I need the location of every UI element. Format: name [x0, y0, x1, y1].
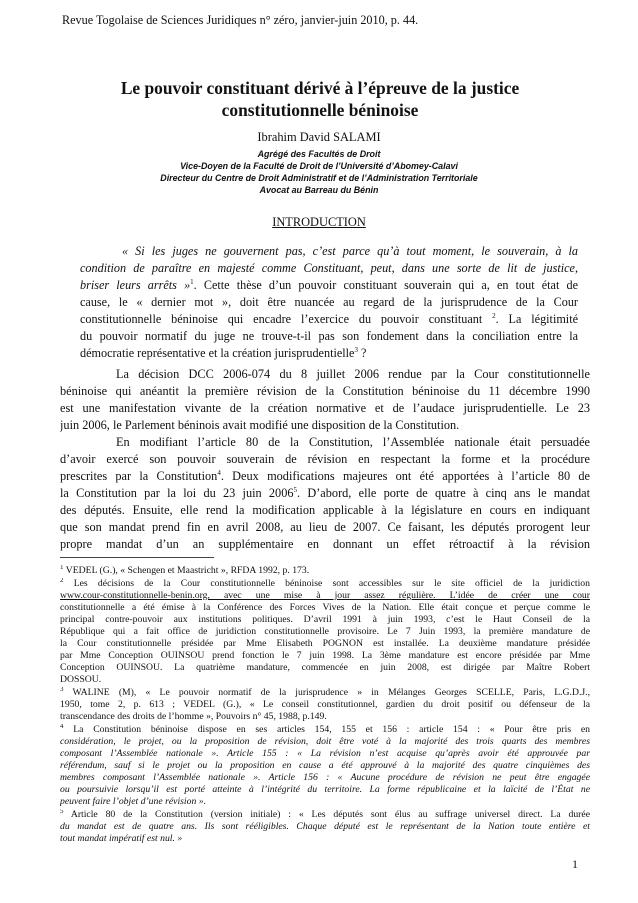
section-heading: INTRODUCTION: [272, 215, 366, 229]
footnote-2-line: République qui a fait office de juridiction constitutionnelle provisoire. Le 7 Juin 1993, la première mandature de: [60, 626, 590, 637]
footnote-2-line: la Cour constitutionnelle présidée par Mme Elisabeth POGNON est installée. La deuxième mandature présidée: [60, 638, 590, 649]
author-affiliation: Vice-Doyen de la Faculté de Droit de l’Université d’Abomey-Calavi: [180, 161, 458, 171]
footnote-2-line: par Mme Conception OUINSOU prend fonction le 7 juin 1998. La 3ème mandature est encore présidée par Mme: [60, 650, 590, 661]
body-line: propre mandat d’un an supplémentaire en donnant un effet rétroactif à la révision: [60, 537, 590, 551]
author-affiliation: Avocat au Barreau du Bénin: [259, 185, 379, 195]
body-line: La décision DCC 2006-074 du 8 juillet 2006 rendue par la Cour constitutionnelle: [116, 367, 590, 381]
body-line: En modifiant l’article 80 de la Constitution, l’Assemblée nationale était persuadée: [116, 435, 590, 449]
quote-line: « Si les juges ne gouvernent pas, c’est parce qu’à tout moment, le souverain, à la: [122, 244, 578, 258]
footnote-2-line: constitutionnelle a été émise à la Conférence des Forces Vives de la Nation. Elle était conçue et perçue comme le: [60, 602, 590, 613]
footnote-2-line: Conception OUINSOU. La quatrième mandature, commencée en juin 2008, est dirigée par Maître Robert: [60, 662, 590, 673]
quote-line: démocratie représentative et la création jurisprudentielle$^3$ ?: [80, 345, 367, 360]
footnote-4-line: considération, le projet, ou la proposition de révision, doit être voté à la majorité des trois quarts des membres: [60, 736, 590, 747]
footnote-2: $^2$ Les décisions de la Cour constitutionnelle béninoise sont accessibles sur le site officiel de la juridiction: [60, 578, 590, 589]
body-line: que son mandat prend fin en avril 2008, au lieu de 2007. Ce faisant, les députés prorogent leur: [60, 520, 590, 534]
quote-line: du pouvoir normatif du juge ne trouve-t-il pas son fondement dans la conciliation entre la: [80, 329, 578, 343]
court-website-link[interactable]: www.cour-constitutionnelle-benin.org, avec une mise à jour assez régulière. L’idée de créer une cour: [60, 590, 590, 601]
page-number: 1: [572, 857, 578, 871]
author-name: Ibrahim David SALAMI: [257, 130, 381, 144]
footnote-3-line: transcendance des droits de l’homme », Pouvoirs n° 45, 1988, p.149.: [60, 711, 327, 722]
author-affiliation: Agrégé des Facultés de Droit: [257, 149, 381, 159]
footnote-4-line: référendum, sauf si le projet ou la proposition en cause a été approuvé à la majorité des quatre cinquièmes des: [60, 760, 590, 771]
footnote-ref: 5: [293, 485, 298, 494]
footnote-3: $^3$ WALINE (M), « Le pouvoir normatif de la jurisprudence » in Mélanges Georges SCELLE, Paris, L.G.D.J.,: [60, 687, 590, 698]
footnote-ref: 4: [217, 468, 221, 477]
quote-line: constitutionnelle béninoise qui encadre l’exercice du pouvoir constituant $^2$. La légitimité: [80, 311, 578, 326]
body-line: juin 2006, le Parlement béninois avait modifié une disposition de la Constitution.: [60, 418, 460, 432]
footnote-ref: 3: [354, 345, 358, 354]
footnote-4: $^4$ La Constitution béninoise dispose en ses articles 154, 155 et 156 : article 154 : « Pour être pris en: [60, 724, 590, 735]
body-line: la Constitution par la loi du 23 juin 2006$^5$. D’abord, elle porte de quatre à cinq ans le mandat: [60, 485, 590, 500]
footnote-4-line: ou poursuivie lorsqu’il est porté atteinte à l’intégrité du territoire. La forme républicaine et la laïcité de l’État ne: [60, 784, 590, 795]
footnote-4-line: membres composant l’Assemblée nationale ». Article 156 : « Aucune procédure de révision ne peut être engagée: [60, 772, 590, 783]
footnote-5-line: tout mandat impératif est nul. »: [60, 833, 183, 844]
footnote-4-line: composant l’Assemblée nationale ». Article 155 : « La révision n’est acquise qu’après avoir été approuvée par: [60, 748, 590, 759]
running-header: Revue Togolaise de Sciences Juridiques n° zéro, janvier-juin 2010, p. 44.: [62, 13, 419, 27]
body-line: prescrites par la Constitution$^4$. Deux modifications majeures ont été apportées à l’article 80 de: [60, 468, 590, 483]
quote-line: cause, le « dernier mot », doit être nuancée au regard de la jurisprudence de la Cour: [80, 295, 578, 309]
footnote-2-line: [60, 590, 590, 603]
author-affiliation: Directeur du Centre de Droit Administratif et de l’Administration Territoriale: [160, 173, 478, 183]
quote-line: condition de paraître en majesté comme Constituant, peut, dans une sorte de lit de justice,: [80, 261, 578, 275]
footnote-5-line: du mandat est de quatre ans. Ils sont rééligibles. Chaque député est le représentant de la Nation toute entière et: [60, 821, 590, 832]
footnote-ref: 1: [190, 277, 194, 286]
footnote-2-line: DOSSOU.: [60, 674, 102, 685]
quote-line: briser leurs arrêts »$^1$. Cette thèse d’un pouvoir constituant souverain qui a, en tout état de: [80, 277, 578, 292]
body-line: béninoise qui anéantit la première révision de la Constitution béninoise du 11 décembre 1990: [60, 384, 590, 398]
footnote-2-line: principal contre-pouvoir aux institutions politiques. D’avril 1991 à juin 1993, c’est le Haut Conseil de la: [60, 614, 590, 625]
body-line: est une manifestation vivante de la création normative et de l’audace jurisprudentielle. Le 23: [60, 401, 590, 415]
footnote-5: $^5$ Article 80 de la Constitution (version initiale) : « Les députés sont élus au suffrage universel direct. La durée: [60, 809, 590, 820]
footnote-4-line: peuvent faire l’objet d’une révision ».: [60, 796, 206, 807]
body-line: d’avoir exercé son pouvoir souverain de révision en respectant la forme et la procédure: [60, 452, 590, 466]
footnote-1: $^1$ VEDEL (G.), « Schengen et Maastricht », RFDA 1992, p. 173.: [60, 565, 310, 576]
footnote-ref: 2: [492, 311, 496, 320]
paper-title: Le pouvoir constituant dérivé à l’épreuve de la justice constitutionnelle béninoise: [120, 78, 520, 120]
footnote-separator: [60, 557, 214, 558]
body-line: des députés. Ensuite, elle rend la modification applicable à la législature en cours en indiquant: [60, 503, 590, 517]
footnote-3-line: 1950, tome 2, p. 613 ; VEDEL (G.), « Le conseil constitutionnel, gardien du droit positif ou défenseur de la: [60, 699, 590, 710]
